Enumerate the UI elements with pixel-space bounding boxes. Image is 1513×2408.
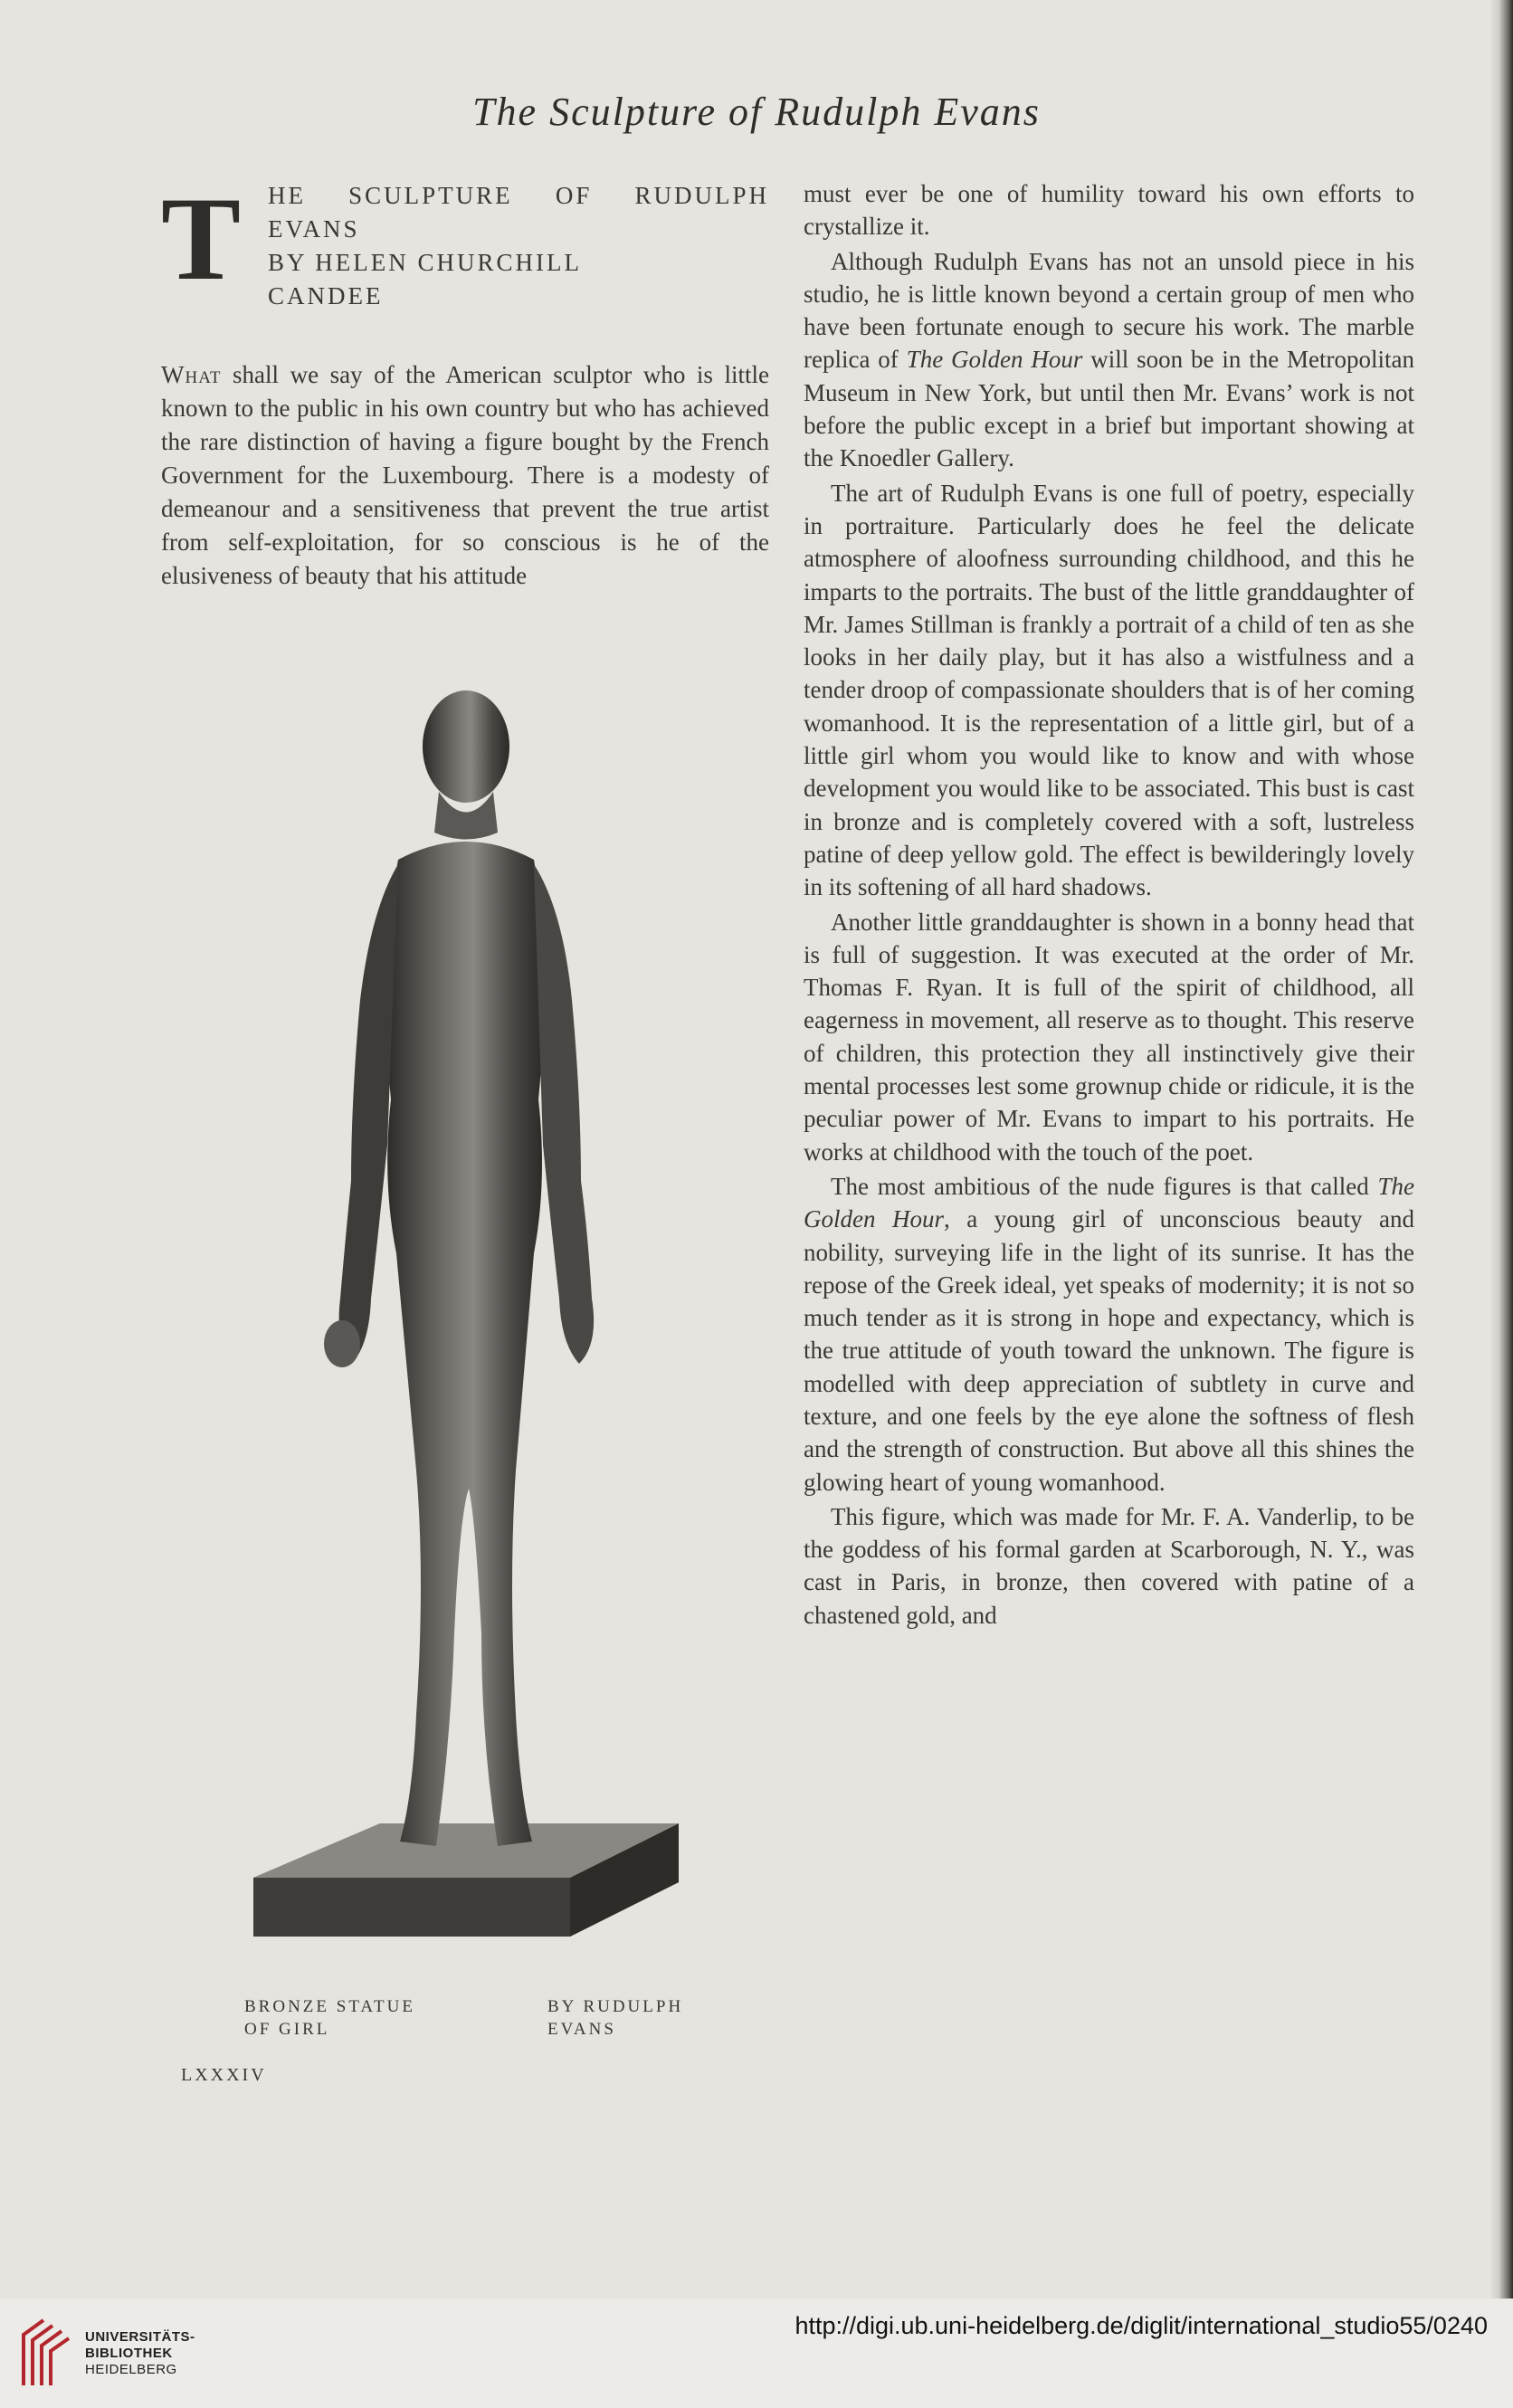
article-title <box>161 172 769 317</box>
title-line: HE SCULPTURE OF RUDULPH <box>268 182 769 209</box>
intro-text: shall we say of the American sculptor who is little known to the public in his own country but who has achieved the rare distinction of having a figure bought by the French Government for the Luxembourg. There is a modesty of demeanour and a sensitiveness that prevent the true artist from self-exploitation, for so conscious is he of the elusiveness of beauty that his attitude <box>161 361 769 589</box>
source-url-link[interactable]: http://digi.ub.uni-heidelberg.de/diglit/international_studio55/0240 <box>795 2312 1488 2339</box>
text-run: The most ambitious of the nude figures is that called <box>831 1172 1378 1200</box>
paragraph <box>804 245 1414 475</box>
intro-paragraph <box>161 358 769 593</box>
paragraph <box>804 1170 1414 1499</box>
left-column <box>161 172 769 617</box>
credit-line: BY RUDULPH <box>547 1997 684 2016</box>
paragraph: The art of Rudulph Evans is one full of poetry, especially in portraiture. Particularly does he feel the delicate atmosphere of aloofness surrounding childhood, and this he imparts to the portraits. The bust of the little granddaughter of Mr. James Stillman is frankly a portrait of a child of ten as she looks in her daily play, but it has also a wistfulness and a tender droop of compassionate shoulders that is of her coming womanhood. It is the representation of a little girl, but of a little girl whom you would like to know and with whose development you would like to be associated. This bust is cast in bronze and is completely covered with a soft, lustreless patine of deep yellow gold. The effect is bewilderingly lovely in its softening of all hard shadows. <box>804 479 1414 901</box>
bronze-statue-image <box>244 674 688 1941</box>
running-head: The Sculpture of Rudulph Evans <box>472 90 1041 134</box>
library-logo-icon <box>16 2315 72 2389</box>
text-run: will soon be in the Metropolitan Museum in New York, but until then Mr. Evans’ work is not before the public except in a brief but important showing at the Knoedler Gallery. <box>804 346 1415 472</box>
right-column <box>804 177 1414 1632</box>
statue-photograph <box>244 674 688 1941</box>
library-name-line: BIBLIOTHEK <box>85 2346 173 2361</box>
figure-caption <box>244 1995 415 2041</box>
text-run: , a young girl of unconscious beauty and nobility, surveying life in the light of its sunrise. It has the repose of the Greek ideal, yet speaks of modernity; it is not so much tender as it is strong in hope and expectancy, which is the true attitude of youth toward the unknown. The figure is modelled with deep appreciation of subtlety in curve and texture, and one feels by the eye alone the softness of flesh and the strength of construction. But above all this shines the glowing heart of young womanhood. <box>804 1205 1415 1496</box>
library-name-line: HEIDELBERG <box>85 2362 177 2377</box>
title-lines <box>268 179 769 313</box>
page-number: LXXXIV <box>181 2065 267 2085</box>
artwork-title: The Golden Hour <box>804 1172 1414 1233</box>
title-line: EVANS <box>268 215 360 243</box>
caption-line: OF GIRL <box>244 2020 330 2039</box>
lead-in: What <box>161 361 222 388</box>
byline: BY HELEN CHURCHILL <box>268 249 582 276</box>
library-name <box>85 2329 195 2378</box>
paragraph: Another little granddaughter is shown in a bonny head that is full of suggestion. It was executed at the order of Mr. Thomas F. Ryan. It is full of the spirit of childhood, all eagerness in movement, all reserve as to thought. This reserve of children, this protection they all instinctively give their mental processes lest some grownup chide or ridicule, it is the peculiar power of Mr. Evans to impart to his portraits. He works at childhood with the touch of the poet. <box>804 908 1414 1166</box>
page-edge-shadow <box>1489 0 1513 2299</box>
paragraph: must ever be one of humility toward his own efforts to crystallize it. <box>804 180 1414 241</box>
artwork-title: The Golden Hour <box>906 346 1083 374</box>
library-name-line: UNIVERSITÄTS- <box>85 2329 195 2345</box>
credit-line: EVANS <box>547 2020 616 2039</box>
text-run: Although Rudulph Evans has not an unsold piece in his studio, he is little known beyond a certain group of men who have been fortunate enough to secure his work. The marble replica of <box>804 247 1414 374</box>
drop-cap: T <box>161 172 242 305</box>
paragraph: This figure, which was made for Mr. F. A. Vanderlip, to be the goddess of his formal garden at Scarborough, N. Y., was cast in Paris, in bronze, then covered with patine of a chastened gold, and <box>804 1502 1414 1629</box>
byline: CANDEE <box>268 282 384 309</box>
figure-credit <box>547 1995 683 2041</box>
caption-line: BRONZE STATUE <box>244 1997 415 2016</box>
